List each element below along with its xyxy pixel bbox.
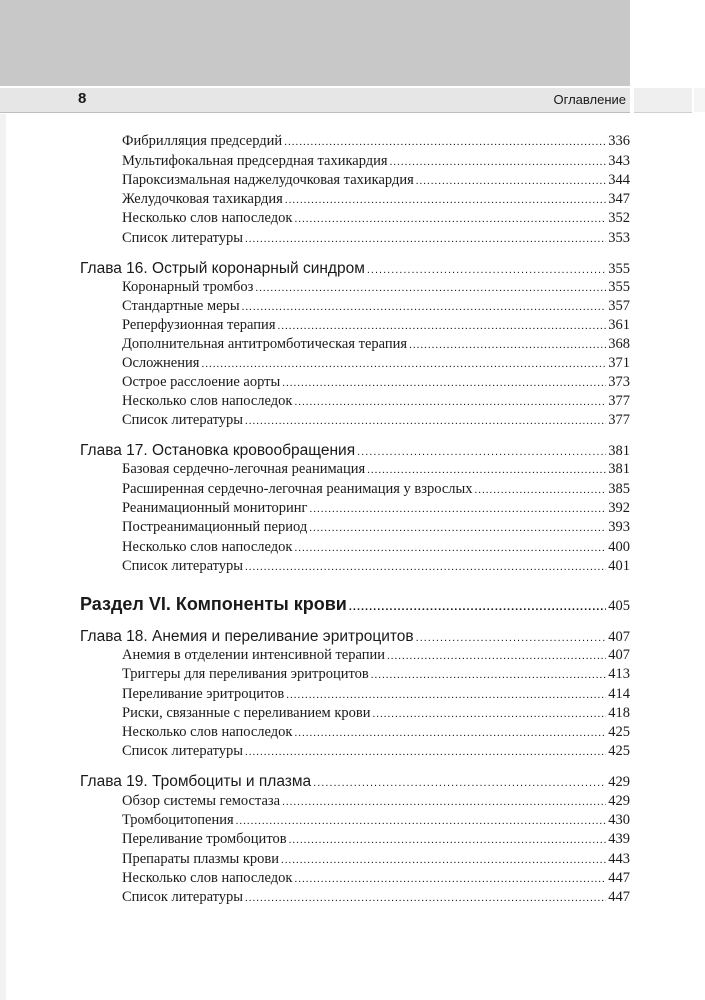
toc-entry-title: Несколько слов напоследок (122, 393, 293, 409)
toc-entry (122, 481, 630, 498)
toc-entry-page: 381 (608, 443, 630, 459)
toc-entry (122, 153, 630, 170)
toc-entry (122, 851, 630, 868)
dot-leader (286, 689, 606, 701)
dot-leader (294, 542, 606, 554)
toc-entry-page: 355 (608, 261, 630, 277)
running-header (0, 88, 630, 113)
dot-leader (416, 175, 606, 187)
toc-entry (122, 831, 630, 848)
toc-entry (122, 133, 630, 150)
toc-entry-page: 368 (608, 336, 630, 352)
toc-entry-page: 401 (608, 558, 630, 574)
dot-leader (282, 377, 606, 389)
toc-entry (122, 191, 630, 208)
toc-entry-title: Пароксизмальная наджелудочковая тахикардия (122, 172, 414, 188)
toc-entry (122, 500, 630, 517)
dot-leader (289, 834, 607, 846)
toc-entry-title: Список литературы (122, 889, 244, 905)
toc-entry (122, 355, 630, 372)
toc-entry (122, 793, 630, 810)
dot-leader (309, 503, 606, 515)
toc-entry-page: 381 (608, 461, 630, 477)
toc-entry-title: Базовая сердечно-легочная реанимация (122, 461, 366, 477)
dot-leader (242, 301, 607, 313)
toc-entry-title: Список литературы (122, 743, 244, 759)
toc-entry-title: Раздел VI. Компоненты крови (80, 594, 347, 614)
dot-leader (281, 854, 606, 866)
toc-entry (122, 230, 630, 247)
dot-leader (313, 777, 606, 789)
toc-entry-page: 347 (608, 191, 630, 207)
toc-entry-page: 385 (608, 481, 630, 497)
toc-entry-title: Список литературы (122, 412, 244, 428)
toc-entry-title: Желудочковая тахикардия (122, 191, 283, 207)
toc-entry-page: 414 (608, 686, 630, 702)
page-number: 8 (78, 90, 87, 107)
dot-leader (371, 669, 606, 681)
dot-leader (387, 650, 606, 662)
toc-chapter (80, 773, 630, 791)
toc-entry-title: Обзор системы гемостаза (122, 793, 281, 809)
dot-leader (349, 601, 606, 613)
toc-entry-page: 425 (608, 724, 630, 740)
toc-entry-title: Анемия в отделении интенсивной терапии (122, 647, 385, 663)
toc-entry-title: Триггеры для переливания эритроцитов (122, 666, 369, 682)
toc-entry-page: 407 (608, 647, 630, 663)
toc-entry (122, 461, 630, 478)
toc-entry-page: 405 (608, 598, 630, 614)
toc-entry-page: 447 (608, 870, 630, 886)
toc-entry (122, 558, 630, 575)
toc-entry (122, 317, 630, 334)
toc-entry-title: Несколько слов напоследок (122, 539, 293, 555)
toc-entry (122, 172, 630, 189)
toc-entry-page: 343 (608, 153, 630, 169)
dot-leader (245, 233, 606, 245)
toc-entry-title: Глава 18. Анемия и переливание эритроцитов (80, 628, 414, 645)
toc-entry-title: Постреанимационный период (122, 519, 308, 535)
toc-entry-page: 373 (608, 374, 630, 390)
toc-entry (122, 666, 630, 683)
toc-entry-page: 377 (608, 412, 630, 428)
dot-leader (294, 873, 606, 885)
toc-entry-page: 429 (608, 774, 630, 790)
toc-entry-page: 361 (608, 317, 630, 333)
toc-entry-title: Осложнения (122, 355, 200, 371)
toc-entry (122, 336, 630, 353)
toc-chapter (80, 628, 630, 646)
toc-entry (122, 539, 630, 556)
toc-entry-title: Несколько слов напоследок (122, 724, 293, 740)
toc-entry-title: Переливание тромбоцитов (122, 831, 287, 847)
toc-entry-page: 352 (608, 210, 630, 226)
toc-entry-title: Глава 16. Острый коронарный синдром (80, 260, 365, 277)
toc-entry-title: Несколько слов напоследок (122, 870, 293, 886)
dot-leader (245, 892, 606, 904)
toc-entry-page: 392 (608, 500, 630, 516)
toc-entry (122, 889, 630, 906)
toc-entry-title: Глава 17. Остановка кровообращения (80, 442, 356, 459)
dot-leader (367, 464, 606, 476)
toc-entry (122, 298, 630, 315)
toc-entry-page: 429 (608, 793, 630, 809)
dot-leader (294, 213, 606, 225)
dot-leader (277, 320, 606, 332)
toc-entry-page: 447 (608, 889, 630, 905)
dot-leader (309, 522, 606, 534)
top-band (0, 0, 630, 86)
dot-leader (236, 815, 607, 827)
toc-entry-title: Мультифокальная предсердная тахикардия (122, 153, 388, 169)
toc-entry-page: 355 (608, 279, 630, 295)
toc-entry-title: Коронарный тромбоз (122, 279, 254, 295)
dot-leader (255, 282, 606, 294)
toc-chapter (80, 260, 630, 278)
toc-chapter (80, 442, 630, 460)
toc-entry (122, 743, 630, 760)
dot-leader (475, 484, 607, 496)
toc-entry-page: 393 (608, 519, 630, 535)
toc-entry-title: Список литературы (122, 230, 244, 246)
toc-entry (122, 374, 630, 391)
dot-leader (373, 708, 607, 720)
toc-entry-title: Расширенная сердечно-легочная реанимация у взрослых (122, 481, 473, 497)
toc-entry-title: Несколько слов напоследок (122, 210, 293, 226)
toc-entry-title: Переливание эритроцитов (122, 686, 285, 702)
dot-leader (285, 194, 606, 206)
dot-leader (390, 156, 607, 168)
toc-entry-title: Реанимационный мониторинг (122, 500, 308, 516)
toc-entry-title: Риски, связанные с переливанием крови (122, 705, 371, 721)
toc-entry (122, 519, 630, 536)
toc-entry-title: Острое расслоение аорты (122, 374, 281, 390)
toc-section (80, 594, 630, 615)
dot-leader (201, 358, 606, 370)
toc-entry-page: 430 (608, 812, 630, 828)
dot-leader (245, 415, 606, 427)
toc-entry-title: Фибрилляция предсердий (122, 133, 283, 149)
toc-entry (122, 412, 630, 429)
toc-entry-page: 353 (608, 230, 630, 246)
toc-entry-page: 413 (608, 666, 630, 682)
side-tab (634, 88, 692, 113)
toc-entry-title: Препараты плазмы крови (122, 851, 280, 867)
side-tab-edge (694, 88, 705, 112)
toc-entry-title: Тромбоцитопения (122, 812, 234, 828)
dot-leader (409, 339, 606, 351)
toc-entry-page: 336 (608, 133, 630, 149)
dot-leader (294, 727, 606, 739)
toc-entry (122, 279, 630, 296)
toc-entry-page: 418 (608, 705, 630, 721)
toc-entry-page: 407 (608, 629, 630, 645)
toc-entry (122, 705, 630, 722)
toc-entry-title: Глава 19. Тромбоциты и плазма (80, 773, 312, 790)
toc-entry-page: 357 (608, 298, 630, 314)
toc-entry-page: 371 (608, 355, 630, 371)
toc-entry-title: Дополнительная антитромботическая терапия (122, 336, 408, 352)
left-margin-strip (0, 114, 6, 1000)
toc-entry (122, 393, 630, 410)
toc-entry-page: 344 (608, 172, 630, 188)
toc-entry-page: 439 (608, 831, 630, 847)
toc-entry-page: 400 (608, 539, 630, 555)
toc-entry-page: 425 (608, 743, 630, 759)
toc-entry (122, 647, 630, 664)
dot-leader (245, 561, 606, 573)
dot-leader (416, 632, 607, 644)
toc-entry (122, 210, 630, 227)
dot-leader (367, 264, 606, 276)
toc-entry-title: Реперфузионная терапия (122, 317, 276, 333)
running-title: Оглавление (553, 92, 626, 107)
dot-leader (294, 396, 606, 408)
toc-entry (122, 812, 630, 829)
toc-entry-page: 377 (608, 393, 630, 409)
toc-entry (122, 686, 630, 703)
toc-entry (122, 724, 630, 741)
toc-entry-title: Стандартные меры (122, 298, 240, 314)
toc-entry-page: 443 (608, 851, 630, 867)
dot-leader (282, 796, 606, 808)
dot-leader (245, 746, 606, 758)
dot-leader (357, 446, 606, 458)
toc-entry-title: Список литературы (122, 558, 244, 574)
dot-leader (284, 136, 606, 148)
toc-entry (122, 870, 630, 887)
